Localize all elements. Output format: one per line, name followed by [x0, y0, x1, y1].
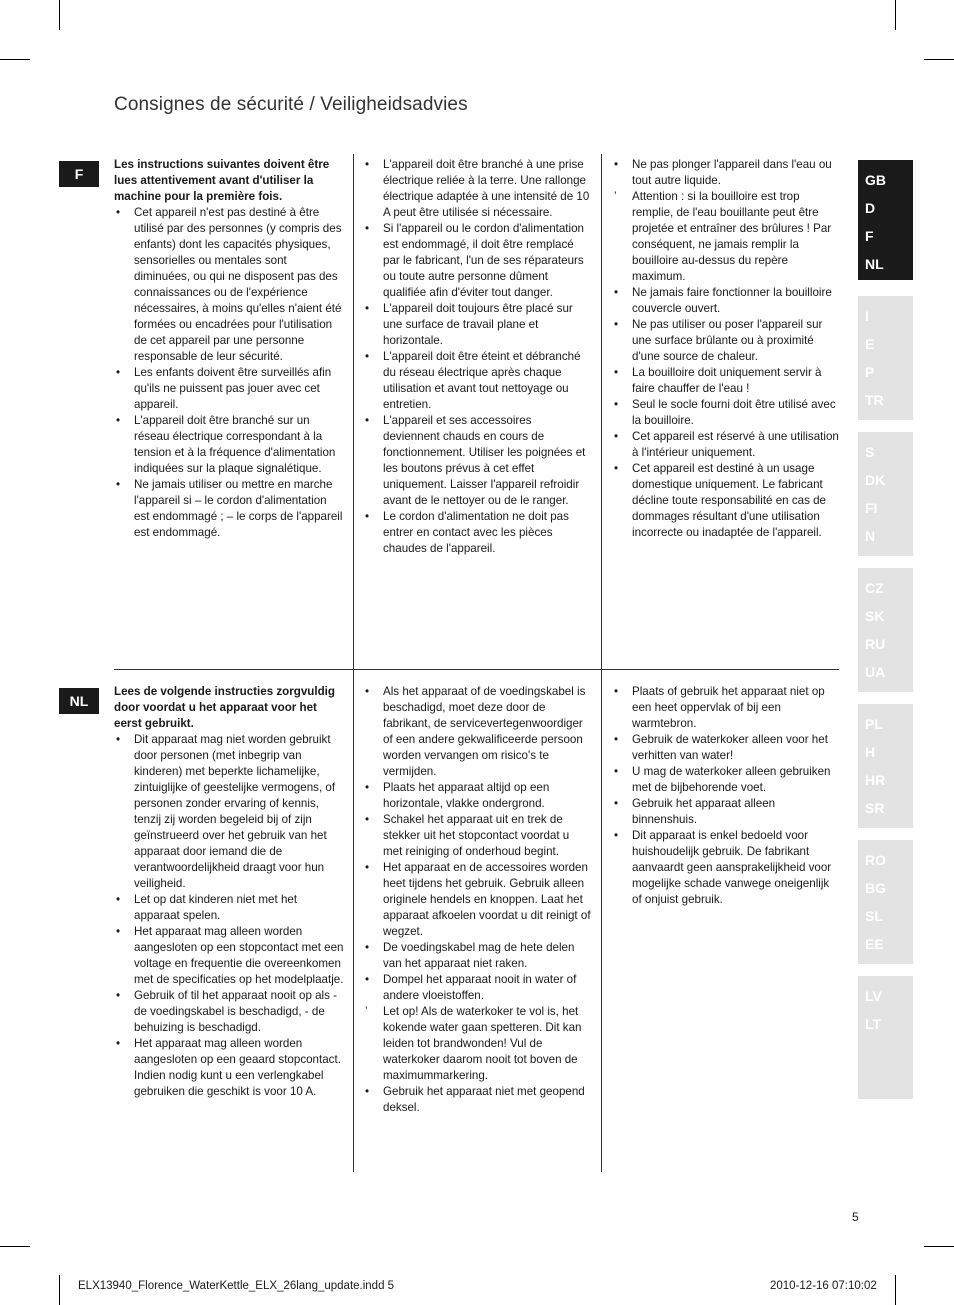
list-item: • Ne pas plonger l'appareil dans l'eau ou tout autre liquide.	[612, 157, 840, 189]
language-code-e[interactable]: E	[865, 336, 875, 352]
fr-intro: Les instructions suivantes doivent être lues attentivement avant d'utiliser la machine pour la première fois.	[114, 158, 330, 203]
fr-list-3	[612, 157, 840, 541]
language-tab-group-6[interactable]	[858, 840, 913, 964]
language-code-sk[interactable]: SK	[865, 608, 885, 624]
list-item: • Dit apparaat mag niet worden gebruikt door personen (met inbegrip van kinderen) met beperkte lichamelijke, zintuiglijke of geestelijke vermogens, of personen zonder ervaring of kennis, tenzij zij worden begeleid bij of zijn geïnstrueerd over het gebruik van het apparaat door iemand die de verantwoordelijkheid draagt voor hun veiligheid.	[114, 732, 344, 892]
list-item: • Ne pas utiliser ou poser l'appareil sur une surface brûlante ou à proximité d'une source de chaleur.	[612, 317, 840, 365]
column-divider	[601, 154, 602, 669]
nl-list-3	[612, 684, 840, 908]
language-code-hr[interactable]: HR	[865, 772, 886, 788]
list-item: • Het apparaat mag alleen worden aangesloten op een geaard stopcontact. Indien nodig kunt u een verlengkabel gebruiken die geschikt is voor 10 A.	[114, 1036, 344, 1100]
language-tab-group-3[interactable]	[858, 432, 913, 556]
language-code-sr[interactable]: SR	[865, 800, 885, 816]
crop-mark	[924, 1246, 954, 1247]
fr-list-2	[363, 157, 591, 557]
list-item: • L'appareil doit toujours être placé sur une surface de travail plane et horizontale.	[363, 301, 591, 349]
nl-column-1	[114, 684, 344, 1100]
list-item: • Schakel het apparaat uit en trek de stekker uit het stopcontact voordat u met reiniging of onderhoud begint.	[363, 812, 591, 860]
list-item: • Ne jamais faire fonctionner la bouilloire couvercle ouvert.	[612, 285, 840, 317]
list-item: • Let op dat kinderen niet met het apparaat spelen.	[114, 892, 344, 924]
list-item: • Dompel het apparaat nooit in water of andere vloeistoffen.	[363, 972, 591, 1004]
language-tab-group-5[interactable]	[858, 704, 913, 828]
language-code-h[interactable]: H	[865, 744, 876, 760]
column-divider	[353, 154, 354, 669]
language-code-pl[interactable]: PL	[865, 716, 883, 732]
language-code-lv[interactable]: LV	[865, 988, 882, 1004]
list-item: • De voedingskabel mag de hete delen van het apparaat niet raken.	[363, 940, 591, 972]
list-item: • Dit apparaat is enkel bedoeld voor huishoudelijk gebruik. De fabrikant aanvaardt geen aansprakelijkheid voor mogelijke schade vanwege oneigenlijk of onjuist gebruik.	[612, 828, 840, 908]
language-tab-group-4[interactable]	[858, 568, 913, 692]
column-divider	[601, 669, 602, 1172]
list-item: ’ Let op! Als de waterkoker te vol is, het kokende water gaan spetteren. Dit kan leiden tot brandwonden! Vul de waterkoker daarom nooit tot boven de maximummarkering.	[363, 1004, 591, 1084]
list-item: • Als het apparaat of de voedingskabel is beschadigd, moet deze door de fabrikant, de servicevertegenwoordiger of een andere gekwalificeerde persoon worden vervangen om risico's te vermijden.	[363, 684, 591, 780]
fr-column-3	[612, 157, 840, 541]
list-item: • Gebruik het apparaat niet met geopend deksel.	[363, 1084, 591, 1116]
nl-list-2	[363, 684, 591, 1116]
list-item: • Le cordon d'alimentation ne doit pas entrer en contact avec les pièces chaudes de l'appareil.	[363, 509, 591, 557]
language-code-d[interactable]: D	[865, 200, 876, 216]
language-code-fi[interactable]: FI	[865, 500, 878, 516]
list-item: • Cet appareil n'est pas destiné à être utilisé par des personnes (y compris des enfants) dont les capacités physiques, sensorielles ou mentales sont diminuées, ou qui ne disposent pas des connaissances ou de l'expérience nécessaires, à moins qu'elles n'aient été formées ou encadrées pour l'utilisation de cet appareil par une personne responsable de leur sécurité.	[114, 205, 344, 365]
language-code-s[interactable]: S	[865, 444, 875, 460]
language-code-lt[interactable]: LT	[865, 1016, 882, 1032]
section-tag-fr: F	[59, 161, 99, 187]
language-code-tr[interactable]: TR	[865, 392, 884, 408]
list-item: • L'appareil doit être branché à une prise électrique reliée à la terre. Une rallonge électrique adaptée à une intensité de 10 A peut être utilisée si nécessaire.	[363, 157, 591, 221]
list-item: • L'appareil doit être éteint et débranché du réseau électrique après chaque utilisation et avant tout nettoyage ou entretien.	[363, 349, 591, 413]
list-item: • Plaats of gebruik het apparaat niet op een heet oppervlak of bij een warmtebron.	[612, 684, 840, 732]
list-item: • L'appareil et ses accessoires deviennent chauds en cours de fonctionnement. Utiliser les poignées et les boutons prévus à cet effet uniquement. Laisser l'appareil refroidir avant de le nettoyer ou de le ranger.	[363, 413, 591, 509]
crop-mark	[59, 1275, 60, 1305]
language-tab-group-2[interactable]	[858, 296, 913, 420]
list-item: • Gebruik het apparaat alleen binnenshuis.	[612, 796, 840, 828]
list-item: • Plaats het apparaat altijd op een horizontale, vlakke ondergrond.	[363, 780, 591, 812]
language-code-sl[interactable]: SL	[865, 908, 883, 924]
list-item: • L'appareil doit être branché sur un réseau électrique correspondant à la tension et à la fréquence d'alimentation indiquées sur la plaque signalétique.	[114, 413, 344, 477]
nl-column-2	[363, 684, 591, 1116]
footer-file-name: ELX13940_Florence_WaterKettle_ELX_26lang_update.indd 5	[78, 1280, 395, 1292]
list-item: • U mag de waterkoker alleen gebruiken met de bijbehorende voet.	[612, 764, 840, 796]
language-code-gb[interactable]: GB	[865, 172, 886, 188]
language-code-dk[interactable]: DK	[865, 472, 886, 488]
footer-timestamp: 2010-12-16 07:10:02	[770, 1280, 877, 1292]
fr-column-1	[114, 157, 344, 541]
crop-mark	[0, 1246, 30, 1247]
language-code-nl[interactable]: NL	[865, 256, 884, 272]
language-tab-group-7[interactable]	[858, 976, 913, 1099]
list-item: ’ Attention : si la bouilloire est trop remplie, de l'eau bouillante peut être projetée et entraîner des brûlures ! Par conséquent, ne jamais remplir la bouilloire au-dessus du repère maximum.	[612, 189, 840, 285]
list-item: • Seul le socle fourni doit être utilisé avec la bouilloire.	[612, 397, 840, 429]
language-code-cz[interactable]: CZ	[865, 580, 884, 596]
language-code-bg[interactable]: BG	[865, 880, 886, 896]
section-tag-nl: NL	[59, 688, 99, 714]
language-code-i[interactable]: I	[865, 308, 869, 324]
language-code-ee[interactable]: EE	[865, 936, 884, 952]
crop-mark	[924, 59, 954, 60]
list-item: • Het apparaat mag alleen worden aangesloten op een stopcontact met een voltage en frequentie die overeenkomen met de specificaties op het modelplaatje.	[114, 924, 344, 988]
crop-mark	[895, 1275, 896, 1305]
language-code-ua[interactable]: UA	[865, 664, 886, 680]
list-item: • Gebruik de waterkoker alleen voor het verhitten van water!	[612, 732, 840, 764]
fr-list-1	[114, 205, 344, 541]
list-item: • Les enfants doivent être surveillés afin qu'ils ne puissent pas jouer avec cet appareil.	[114, 365, 344, 413]
language-code-f[interactable]: F	[865, 228, 874, 244]
section-divider	[114, 669, 839, 670]
fr-column-2	[363, 157, 591, 557]
list-item: • Si l'appareil ou le cordon d'alimentation est endommagé, il doit être remplacé par le fabricant, l'un de ses réparateurs ou toute autre personne dûment qualifiée afin d'éviter tout danger.	[363, 221, 591, 301]
crop-mark	[59, 0, 60, 30]
list-item: • Het apparaat en de accessoires worden heet tijdens het gebruik. Gebruik alleen originele hendels en knoppen. Laat het apparaat afkoelen voordat u dit reinigt of wegzet.	[363, 860, 591, 940]
language-code-ro[interactable]: RO	[865, 852, 886, 868]
list-item: • Gebruik of til het apparaat nooit op als - de voedingskabel is beschadigd, - de behuizing is beschadigd.	[114, 988, 344, 1036]
language-code-p[interactable]: P	[865, 364, 875, 380]
list-item: • La bouilloire doit uniquement servir à faire chauffer de l'eau !	[612, 365, 840, 397]
crop-mark	[0, 59, 30, 60]
page-title: Consignes de sécurité / Veiligheidsadvies	[114, 94, 468, 115]
nl-intro: Lees de volgende instructies zorgvuldig door voordat u het apparaat voor het eerst gebruikt.	[114, 685, 335, 730]
language-code-ru[interactable]: RU	[865, 636, 886, 652]
list-item: • Ne jamais utiliser ou mettre en marche l'appareil si – le cordon d'alimentation est endommagé ; – le corps de l'appareil est endommagé.	[114, 477, 344, 541]
column-divider	[353, 669, 354, 1172]
nl-column-3	[612, 684, 840, 908]
list-item: • Cet appareil est destiné à un usage domestique uniquement. Le fabricant décline toute responsabilité en cas de dommages résultant d'une utilisation incorrecte ou inadaptée de l'appareil.	[612, 461, 840, 541]
page-number: 5	[852, 1210, 859, 1224]
nl-list-1	[114, 732, 344, 1100]
list-item: • Cet appareil est réservé à une utilisation à l'intérieur uniquement.	[612, 429, 840, 461]
language-tab-group-1[interactable]	[858, 160, 913, 280]
language-code-n[interactable]: N	[865, 528, 876, 544]
crop-mark	[895, 0, 896, 30]
